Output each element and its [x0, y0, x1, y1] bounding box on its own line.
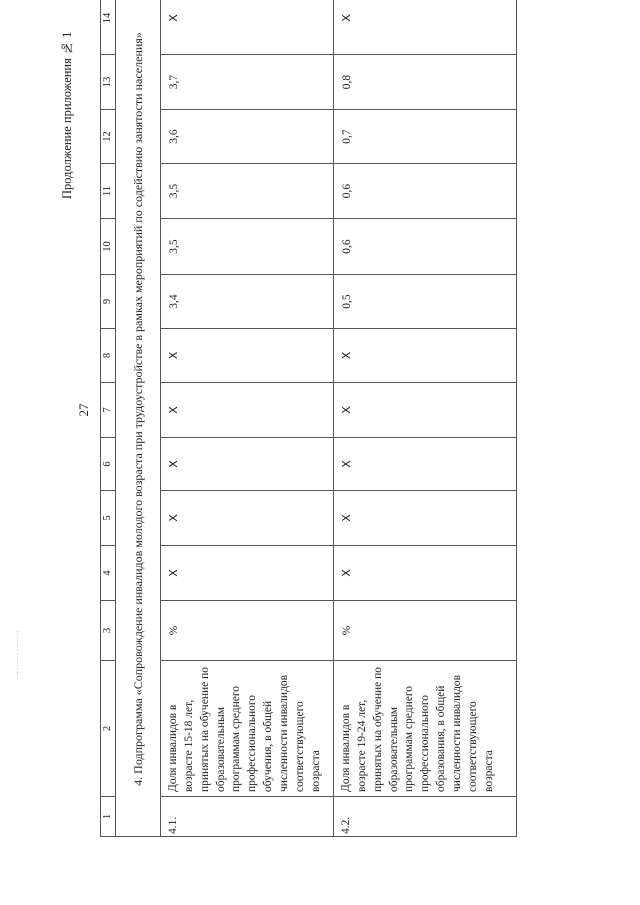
- table-row: [161, 0, 334, 837]
- value-cell: X: [161, 546, 334, 601]
- value-cell: 0,8: [334, 55, 517, 110]
- indicator-table-grid: [100, 0, 517, 837]
- unit-cell: %: [334, 601, 517, 661]
- value-cell: X: [161, 491, 334, 546]
- value-cell: X: [334, 438, 517, 491]
- value-cell: X: [161, 329, 334, 383]
- value-cell: 3,5: [161, 164, 334, 219]
- value-cell: 3,6: [161, 110, 334, 164]
- column-number: 6: [101, 438, 116, 491]
- column-number: 8: [101, 329, 116, 383]
- value-cell: 0,6: [334, 164, 517, 219]
- indicator-table: [100, 12, 500, 837]
- page-number: 27: [76, 403, 91, 417]
- column-number: 1: [101, 797, 116, 837]
- value-cell: 3,4: [161, 275, 334, 329]
- subprogram-title: 4. Подпрограмма «Сопровождение инвалидов молодого возраста при трудоустройстве в рамках мероприятий по содействию занятости населения»: [116, 0, 161, 837]
- unit-cell: %: [161, 601, 334, 661]
- appendix-label: Продолжение приложения № 1: [60, 31, 74, 199]
- value-cell: X: [161, 0, 334, 55]
- value-cell: X: [334, 0, 517, 55]
- column-number-row: [101, 0, 116, 837]
- column-number: 13: [101, 55, 116, 110]
- indicator-description: Доля инвалидов в возрасте 15-18 лет, принятых на обучение по образовательным программам среднего профессионального обучения, в общей численности инвалидов соответствующего возраста: [161, 661, 334, 797]
- column-number: 5: [101, 491, 116, 546]
- column-number: 10: [101, 219, 116, 275]
- column-number: 14: [101, 0, 116, 55]
- value-cell: 0,7: [334, 110, 517, 164]
- value-cell: X: [334, 491, 517, 546]
- value-cell: 3,5: [161, 219, 334, 275]
- column-number: 12: [101, 110, 116, 164]
- value-cell: 0,5: [334, 275, 517, 329]
- column-number: 11: [101, 164, 116, 219]
- table-row: [334, 0, 517, 837]
- column-number: 9: [101, 275, 116, 329]
- value-cell: X: [161, 438, 334, 491]
- column-number: 4: [101, 546, 116, 601]
- value-cell: X: [334, 329, 517, 383]
- subprogram-row: [116, 0, 161, 837]
- bleed-through-text: · ·· ·· ··· ·· ·· ·· ··: [14, 630, 22, 680]
- value-cell: X: [334, 383, 517, 438]
- indicator-description: Доля инвалидов в возрасте 19-24 лет, принятых на обучение по образовательным программам среднего профессионального образования, в общей численности инвалидов соответствующего возраста: [334, 661, 517, 797]
- column-number: 2: [101, 661, 116, 797]
- column-number: 7: [101, 383, 116, 438]
- column-number: 3: [101, 601, 116, 661]
- row-number: 4.2.: [334, 797, 517, 837]
- value-cell: 3,7: [161, 55, 334, 110]
- row-number: 4.1.: [161, 797, 334, 837]
- value-cell: X: [161, 383, 334, 438]
- value-cell: 0,6: [334, 219, 517, 275]
- value-cell: X: [334, 546, 517, 601]
